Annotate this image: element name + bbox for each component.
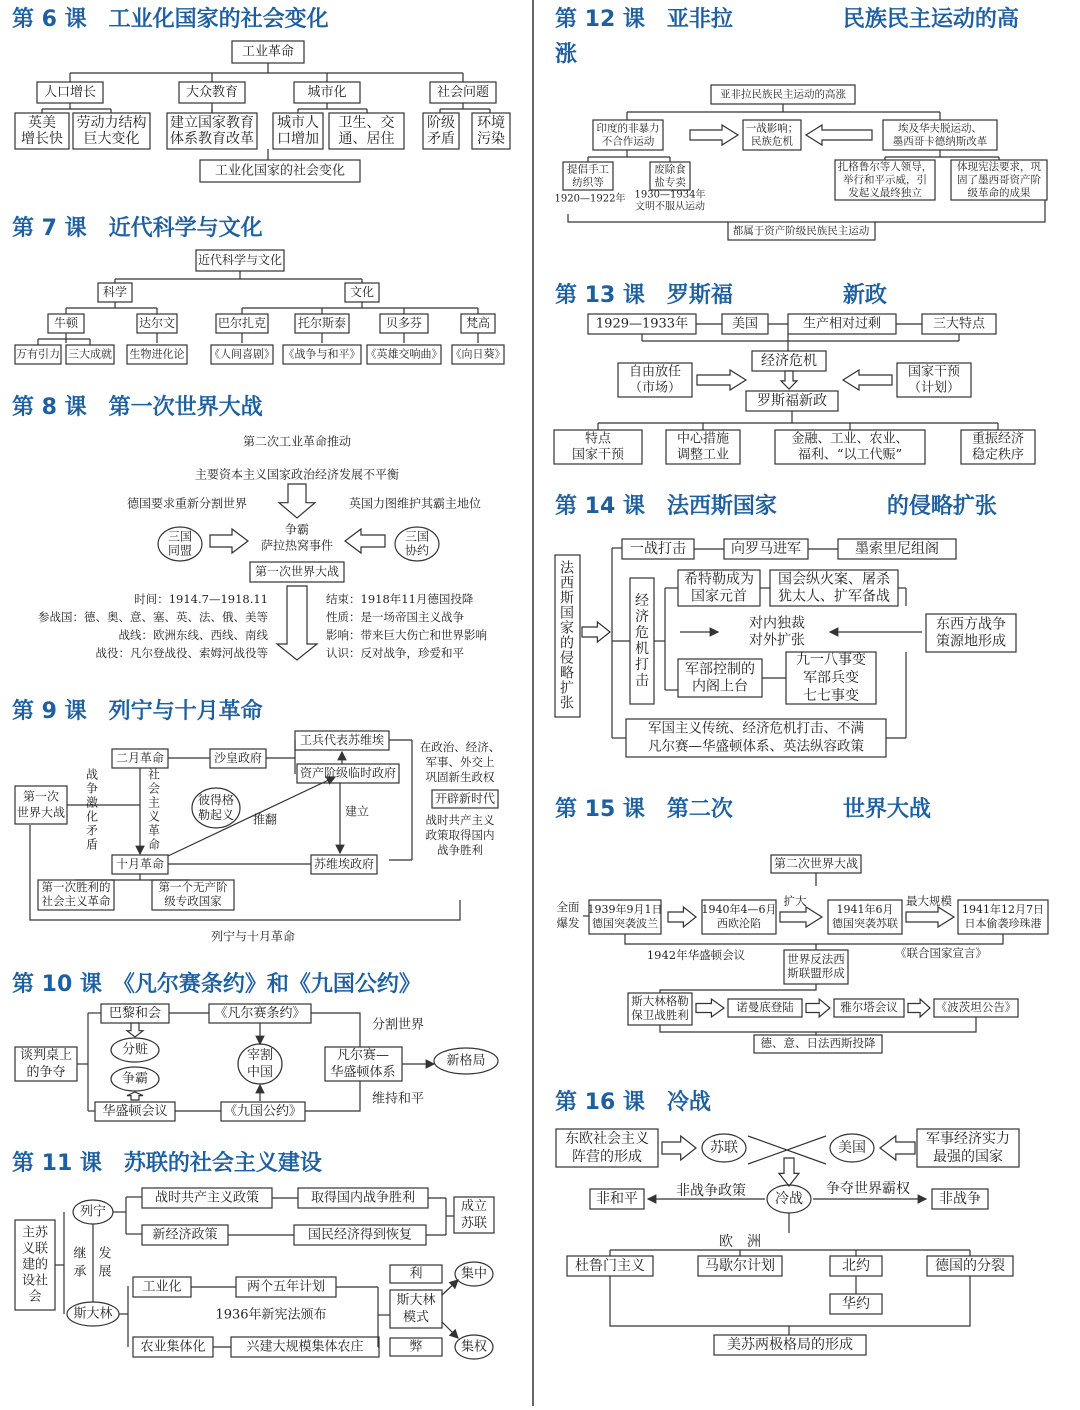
vertical-label: 国 <box>560 605 574 622</box>
label: 开辟新时代 <box>434 791 496 806</box>
vertical-label: 西 <box>560 575 574 592</box>
label: 人口增长 <box>43 85 97 100</box>
label: 集权 <box>460 1339 488 1355</box>
down-arrow <box>277 586 317 660</box>
label: 最大规模 <box>906 894 952 908</box>
vertical-label: 法 <box>560 560 574 577</box>
label: 德国突袭苏联 <box>832 917 898 930</box>
label: 内阁上台 <box>692 678 748 695</box>
label: 重振经济 <box>971 431 1025 447</box>
label: 工兵代表苏维埃 <box>299 733 385 747</box>
connector-line <box>305 1081 360 1111</box>
label: 托尔斯泰 <box>297 316 347 330</box>
label: 民族危机 <box>751 135 793 148</box>
label: 稳定秩序 <box>971 447 1025 463</box>
label: 德国要求重新分割世界 <box>126 496 248 511</box>
label: 欧 洲 <box>719 1234 761 1250</box>
label: 模式 <box>402 1310 430 1325</box>
label: 污染 <box>477 131 505 147</box>
label: （计划） <box>907 380 961 396</box>
label: 达尔文 <box>138 316 176 330</box>
label: 的争夺 <box>26 1065 66 1080</box>
label: 集中 <box>460 1266 488 1282</box>
label: 印度的非暴力 <box>596 122 660 135</box>
label: 结束：1918年11月德国投降 <box>326 592 474 606</box>
label: 英美 <box>28 115 56 131</box>
label: 认识：反对战争，珍爱和平 <box>326 646 464 660</box>
label: 巩固新生政权 <box>425 770 495 784</box>
label: 三国 <box>404 529 430 544</box>
label: 社会问题 <box>436 85 490 100</box>
lesson-title: 第 14 课 法西斯国家 的侵略扩张 <box>555 494 997 519</box>
vertical-label: 化 <box>85 809 99 824</box>
right-arrow <box>780 907 822 927</box>
label: 第一次 <box>22 789 60 804</box>
label: 诺曼底登陆 <box>736 1000 794 1014</box>
label: 德、意、日法西斯投降 <box>760 1036 876 1050</box>
label: 近代科学与文化 <box>197 253 283 267</box>
label: 固了墨西哥资产阶 <box>957 174 1041 186</box>
label: 《凡尔赛条约》 <box>214 1006 306 1021</box>
label: 军部控制的 <box>685 661 755 678</box>
label: 矛盾 <box>427 131 455 147</box>
label: 第一次胜利的 <box>41 880 111 894</box>
label: 马歇尔计划 <box>705 1258 775 1274</box>
label: 巴尔扎克 <box>217 316 267 330</box>
vertical-label: 扩 <box>560 680 574 697</box>
right-arrow <box>662 1136 696 1160</box>
label: 一战影响； <box>745 122 799 135</box>
label: 《联合国家宣言》 <box>895 946 987 960</box>
label: 会 <box>28 1289 42 1305</box>
label: 建立 <box>344 804 370 819</box>
label: 军事、外交上 <box>425 755 495 769</box>
label: 阵营的形成 <box>572 1149 642 1165</box>
label: 犹太人、扩军备战 <box>778 588 890 605</box>
label: 军国主义传统、经济危机打击、不满 <box>648 720 864 737</box>
label: 杜鲁门主义 <box>575 1258 645 1274</box>
label: 中心措施 <box>676 431 730 447</box>
vertical-label: 的 <box>560 635 574 652</box>
label: 华约 <box>842 1296 870 1312</box>
label: 举行和平示威，引 <box>843 174 927 186</box>
label: 发 <box>98 1246 112 1262</box>
label: 主要资本主义国家政治经济发展不平衡 <box>194 467 400 482</box>
vertical-label: 侵 <box>560 650 574 667</box>
label: 巨大变化 <box>83 131 140 147</box>
label: 斯大林 <box>73 1306 113 1322</box>
label: 国家元首 <box>691 588 747 605</box>
label: 爆发 <box>556 916 580 930</box>
label: 生物进化论 <box>129 347 185 361</box>
label: 十月革命 <box>115 857 165 871</box>
label: 最强的国家 <box>933 1149 1003 1165</box>
lesson-title: 涨 <box>555 42 578 67</box>
label: 东西方战争 <box>936 616 1006 633</box>
label: 1936年新宪法颁布 <box>215 1307 327 1323</box>
label: 盐专卖 <box>654 176 686 189</box>
label: 凡尔赛— <box>336 1048 390 1063</box>
label: 凡尔赛—华盛顿体系、英法纵容政策 <box>648 738 864 755</box>
label: 政策取得国内 <box>425 828 495 842</box>
label: 扎格鲁尔等人领导， <box>837 161 933 173</box>
label: 第一个无产阶 <box>158 880 228 894</box>
label: 《波茨坦公告》 <box>935 1000 1017 1014</box>
lesson-title: 第 15 课 第二次 世界大战 <box>555 797 931 822</box>
label: 二月革命 <box>115 751 165 765</box>
label: 对外扩张 <box>749 632 805 649</box>
arrow-connector <box>442 1280 458 1295</box>
label: 参战国：德、奥、意、塞、英、法、俄、美等 <box>38 610 268 624</box>
label: 萨拉热窝事件 <box>260 538 334 553</box>
label: 环境 <box>477 115 505 131</box>
label: 德国的分裂 <box>935 1258 1005 1274</box>
label: 雅尔塔会议 <box>840 1000 898 1014</box>
label: 农业集体化 <box>140 1339 206 1355</box>
right-arrow <box>908 999 930 1017</box>
label: 德国突袭波兰 <box>592 917 658 930</box>
label: 墨索里尼组阁 <box>855 541 939 557</box>
label: 牛顿 <box>53 316 79 330</box>
label: 全面 <box>556 900 580 914</box>
label: 级专政国家 <box>164 894 222 908</box>
connector-line <box>625 934 1003 944</box>
label: 贝多芬 <box>385 316 423 330</box>
label: 墨西哥卡德纳斯改革 <box>892 135 988 148</box>
vertical-label: 危 <box>635 625 649 641</box>
label: 自由放任 <box>628 364 682 380</box>
label: 社会主义革命 <box>41 894 111 908</box>
right-arrow <box>697 370 746 390</box>
label: 美国 <box>838 1140 866 1156</box>
lesson-title: 第 16 课 冷战 <box>555 1090 711 1115</box>
label: 维持和平 <box>371 1091 425 1107</box>
label: 三大特点 <box>932 316 986 332</box>
connector-line <box>610 1276 970 1326</box>
vertical-label: 略 <box>560 665 574 682</box>
label: 承 <box>73 1264 87 1280</box>
label: 苏联 <box>710 1140 738 1156</box>
connector-line <box>311 1013 360 1047</box>
vertical-label: 命 <box>147 837 161 852</box>
label: 经济危机 <box>761 353 817 369</box>
label: 提倡手工 <box>567 163 609 176</box>
label: 三国 <box>167 529 193 544</box>
vertical-label: 战 <box>85 767 99 782</box>
label: 建立国家教育 <box>170 115 254 131</box>
label: 军部兵变 <box>803 670 859 686</box>
label: 策源地形成 <box>936 633 1006 650</box>
label: 福利、“以工代赈” <box>797 447 903 463</box>
vertical-label: 击 <box>635 673 649 689</box>
label: 争夺世界霸权 <box>826 1181 910 1197</box>
vertical-label: 会 <box>147 781 161 796</box>
label: 兴建大规模集体农庄 <box>246 1339 364 1355</box>
vertical-label: 盾 <box>85 837 99 852</box>
vertical-label: 斯 <box>560 590 574 607</box>
label: 战争胜利 <box>437 843 483 857</box>
arrow-connector <box>168 777 335 856</box>
connector-line <box>660 984 816 993</box>
label: 国家干预 <box>571 447 625 463</box>
label: 成立 <box>460 1199 488 1214</box>
label: 弊 <box>409 1339 423 1355</box>
label: 城市人 <box>277 115 319 131</box>
connector-line <box>660 1017 976 1032</box>
vertical-label: 争 <box>85 781 99 796</box>
label: 争霸 <box>284 522 310 537</box>
label: 军事经济实力 <box>926 1131 1010 1147</box>
label: 亚非拉民族民主运动的高涨 <box>720 88 846 101</box>
label: 《九国公约》 <box>223 1104 303 1119</box>
label: 九一八事变 <box>796 652 866 668</box>
vertical-label: 家 <box>560 620 574 637</box>
label: 新经济政策 <box>152 1227 218 1243</box>
label: 两个五年计划 <box>246 1279 326 1295</box>
label: 沙皇政府 <box>213 751 263 765</box>
label: 战役：凡尔登战役、索姆河战役等 <box>95 646 268 660</box>
label: 工业化 <box>142 1279 182 1295</box>
label: 华盛顿会议 <box>102 1104 168 1119</box>
label: 分割世界 <box>371 1017 425 1033</box>
label: 纺织等 <box>572 176 604 189</box>
label: 非战争 <box>939 1191 981 1207</box>
label: 废除食 <box>654 163 686 176</box>
vertical-label: 经 <box>635 593 649 609</box>
label: 战时共产主义政策 <box>154 1190 260 1206</box>
arrow-connector <box>442 1322 458 1338</box>
label: 工业化国家的社会变化 <box>214 163 346 179</box>
down-arrow <box>127 1023 143 1037</box>
right-arrow <box>696 999 724 1017</box>
label: 1939年9月1日 <box>587 903 663 916</box>
lesson-title: 第 6 课 工业化国家的社会变化 <box>12 7 329 32</box>
label: 设社 <box>21 1273 49 1289</box>
label: 对内独裁 <box>749 615 805 632</box>
label: 影响：带来巨大伤亡和世界影响 <box>326 628 487 642</box>
label: 新格局 <box>446 1053 486 1069</box>
label: 北约 <box>842 1258 870 1274</box>
vertical-label: 主 <box>147 795 161 810</box>
label: 阶级 <box>427 115 455 131</box>
left-arrow <box>345 529 385 553</box>
label: 冷战 <box>775 1191 803 1207</box>
label: 城市化 <box>307 85 347 100</box>
label: 增长快 <box>21 131 63 147</box>
label: 国会纵火案、屠杀 <box>778 571 890 588</box>
label: 勒起义 <box>197 808 235 822</box>
label: 1942年华盛顿会议 <box>646 948 746 962</box>
label: 非战争政策 <box>676 1183 746 1199</box>
label: 非和平 <box>596 1191 638 1207</box>
label: 一战打击 <box>630 541 686 557</box>
label: 华盛顿体系 <box>330 1065 396 1080</box>
label: 罗斯福新政 <box>757 393 827 409</box>
label: 建的 <box>21 1257 49 1273</box>
label: 1941年12月7日 <box>962 903 1044 916</box>
label: 1940年4—6月 <box>701 903 777 916</box>
label: 彼得格 <box>197 793 235 807</box>
label: 三大成就 <box>68 347 112 361</box>
lesson-title: 第 8 课 第一次世界大战 <box>12 395 263 420</box>
label: 义联 <box>21 1241 49 1257</box>
vertical-label: 激 <box>85 795 99 810</box>
lesson-title: 第 12 课 亚非拉 民族民主运动的高 <box>555 7 1019 32</box>
label: 级革命的成果 <box>967 187 1031 199</box>
label: 工业革命 <box>241 44 295 60</box>
label: 利 <box>409 1266 423 1282</box>
right-arrow <box>690 125 738 145</box>
label: 列宁 <box>79 1204 107 1220</box>
label: 《向日葵》 <box>450 347 506 361</box>
label: 第二次工业革命推动 <box>242 434 352 449</box>
vertical-label: 矛 <box>85 823 99 838</box>
right-arrow <box>582 622 610 642</box>
label: 战时共产主义 <box>425 813 495 827</box>
label: 第二次世界大战 <box>773 856 859 871</box>
vertical-label: 打 <box>635 657 649 673</box>
label: 体现宪法要求，巩 <box>957 161 1041 173</box>
vertical-label: 机 <box>635 641 649 657</box>
label: 谈判桌上 <box>19 1048 73 1063</box>
label: 同盟 <box>167 543 193 558</box>
label: 《战争与和平》 <box>283 347 361 361</box>
label: 继 <box>73 1246 87 1262</box>
label: 时间：1914.7—1918.11 <box>134 592 268 606</box>
right-arrow <box>210 529 248 553</box>
label: 1941年6月 <box>836 903 894 916</box>
label: 口增加 <box>277 131 319 147</box>
lesson-title: 第 10 课 《凡尔赛条约》和《九国公约》 <box>12 972 421 997</box>
vertical-label: 社 <box>147 767 161 782</box>
left-arrow <box>806 125 872 145</box>
label: 日本偷袭珍珠港 <box>964 917 1042 930</box>
connector-line <box>568 214 728 222</box>
down-arrow <box>779 1158 799 1186</box>
label: 展 <box>98 1264 112 1280</box>
label: 争霸 <box>121 1071 149 1087</box>
label: 英国力图维护其霸主地位 <box>348 496 482 511</box>
label: 推翻 <box>252 812 278 827</box>
lesson-title: 第 13 课 罗斯福 新政 <box>555 283 887 308</box>
label: 取得国内战争胜利 <box>310 1190 416 1206</box>
label: 主苏 <box>21 1225 49 1241</box>
label: 中国 <box>246 1065 274 1080</box>
label: 文化 <box>349 285 375 299</box>
label: 梵高 <box>465 316 491 330</box>
label: 保卫战胜利 <box>631 1008 689 1022</box>
label: 金融、工业、农业、 <box>791 431 909 447</box>
label: 不合作运动 <box>601 135 655 148</box>
label: 苏联 <box>460 1216 488 1231</box>
label: 1920—1922年 <box>554 193 626 205</box>
label: 科学 <box>102 285 128 299</box>
lesson-title: 第 7 课 近代科学与文化 <box>12 216 263 241</box>
label: 苏维埃政府 <box>313 857 375 871</box>
label: 向罗马进军 <box>731 541 801 557</box>
label: 美国 <box>731 316 759 332</box>
label: 扩大 <box>783 894 807 908</box>
vertical-label: 张 <box>560 695 574 712</box>
right-arrow <box>806 999 830 1017</box>
vertical-label: 济 <box>635 609 649 625</box>
down-arrow <box>781 371 797 389</box>
label: 希特勒成为 <box>684 571 754 588</box>
label: 巴黎和会 <box>108 1006 162 1021</box>
label: 都属于资产阶级民族民主运动 <box>732 225 870 237</box>
label: 斯联盟形成 <box>787 966 845 980</box>
label: 性质：是一场帝国主义战争 <box>326 610 464 624</box>
up-arrow <box>127 1092 143 1100</box>
label: 体系教育改革 <box>170 131 254 147</box>
label: 斯大林 <box>396 1293 436 1308</box>
right-arrow <box>668 907 696 927</box>
label: 分赃 <box>121 1042 149 1058</box>
label: 资产阶级临时政府 <box>299 766 397 780</box>
label: 发起义最终独立 <box>848 187 922 199</box>
label: 第一次世界大战 <box>254 564 340 579</box>
label: 宰割 <box>246 1048 274 1063</box>
left-arrow <box>880 1136 915 1160</box>
label: 协约 <box>404 543 430 558</box>
label: （市场） <box>628 380 682 396</box>
label: 列宁与十月革命 <box>210 929 296 944</box>
label: 1929—1933年 <box>595 316 689 332</box>
label: 卫生、交 <box>338 115 395 131</box>
label: 《人间喜剧》 <box>209 347 275 361</box>
label: 万有引力 <box>16 347 60 361</box>
label: 劳动力结构 <box>76 115 147 131</box>
vertical-label: 革 <box>147 823 161 838</box>
lesson-title: 第 9 课 列宁与十月革命 <box>12 699 263 724</box>
label: 特点 <box>584 431 612 447</box>
label: 战线：欧洲东线、西线、南线 <box>118 628 268 642</box>
label: 大众教育 <box>185 85 239 100</box>
label: 七七事变 <box>803 688 859 704</box>
label: 生产相对过剩 <box>802 316 882 332</box>
label: 在政治、经济、 <box>419 740 501 754</box>
label: 国民经济得到恢复 <box>307 1227 413 1243</box>
label: 埃及华夫脱运动、 <box>898 122 982 135</box>
label: 《英雄交响曲》 <box>365 347 443 361</box>
label: 调整工业 <box>676 447 730 463</box>
label: 通、居住 <box>338 131 395 147</box>
label: 西欧沦陷 <box>717 917 761 930</box>
connector-line <box>875 200 1045 222</box>
label: 文明不服从运动 <box>635 201 705 213</box>
label: 国家干预 <box>907 364 961 380</box>
down-arrow <box>279 484 315 518</box>
label: 东欧社会主义 <box>565 1131 649 1147</box>
label: 世界反法西 <box>787 952 845 966</box>
label: 1930—1934年 <box>634 189 706 201</box>
label: 斯大林格勒 <box>631 994 689 1008</box>
label: 世界大战 <box>16 805 66 820</box>
lesson-title: 第 11 课 苏联的社会主义建设 <box>12 1151 322 1176</box>
label: 美苏两极格局的形成 <box>727 1337 853 1353</box>
left-arrow <box>843 370 892 390</box>
right-arrow <box>906 907 954 927</box>
vertical-label: 义 <box>147 809 161 824</box>
